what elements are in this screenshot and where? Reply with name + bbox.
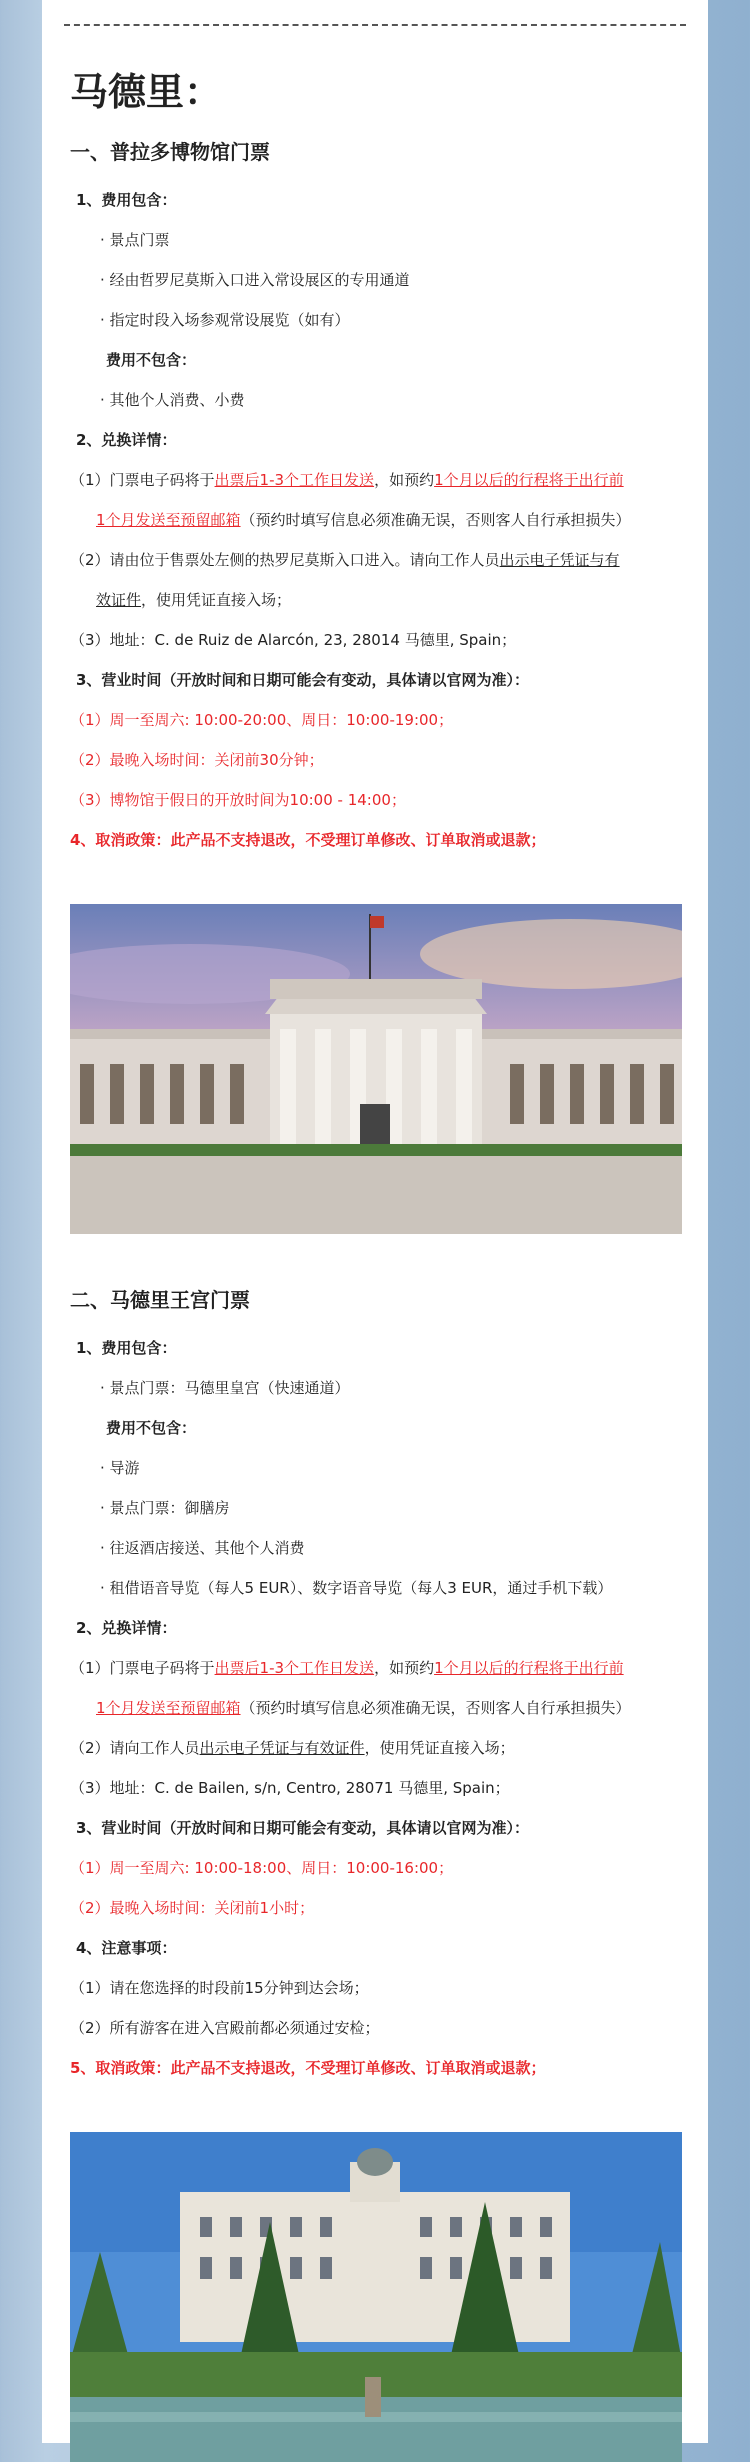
redeem-heading: 2、兑换详情： [76, 1618, 177, 1637]
email-send-link[interactable]: 1个月发送至预留邮箱 [96, 510, 241, 529]
hours-item: （3）博物馆于假日的开放时间为10:00 - 14:00； [70, 790, 406, 809]
hours-item: （1）周一至周六: 10:00-20:00、周日：10:00-19:00； [70, 710, 454, 729]
hours-item: （1）周一至周六: 10:00-18:00、周日：10:00-16:00； [70, 1858, 454, 1877]
email-send-link[interactable]: 1个月发送至预留邮箱 [96, 1698, 241, 1717]
dashed-divider [64, 24, 686, 26]
hours-heading: 3、营业时间（开放时间和日期可能会有变动，具体请以官网为准）： [76, 670, 529, 689]
address: （3）地址：C. de Bailen, s/n, Centro, 28071 马德里, Spain； [70, 1778, 510, 1797]
list-item: · 景点门票：马德里皇宫（快速通道） [100, 1378, 350, 1397]
fee-include-heading: 1、费用包含： [76, 190, 177, 209]
main-content [70, 70, 682, 2462]
section-heading-royal-palace: 二、马德里王宫门票 [70, 1287, 250, 1312]
notes-item: （1）请在您选择的时段前15分钟到达会场； [70, 1978, 369, 1997]
redeem-item-1: （1）门票电子码将于出票后1-3个工作日发送，如预约1个月以后的行程将于出行前 1个月发送至预留邮箱（预约时填写信息必须准确无误，否则客人自行承担损失） [70, 470, 631, 529]
list-item: · 导游 [100, 1458, 140, 1477]
list-item: · 其他个人消费、小费 [100, 390, 245, 409]
cancel-policy: 4、取消政策：此产品不支持退改，不受理订单修改、订单取消或退款； [70, 830, 546, 849]
list-item: · 指定时段入场参观常设展览（如有） [100, 310, 350, 329]
list-item: · 租借语音导览（每人5 EUR）、数字语音导览（每人3 EUR，通过手机下载） [100, 1578, 613, 1597]
cancel-policy: 5、取消政策：此产品不支持退改，不受理订单修改、订单取消或退款； [70, 2058, 546, 2077]
redeem-item-2: （2）请由位于售票处左侧的热罗尼莫斯入口进入。请向工作人员出示电子凭证与有 效证件，使用凭证直接入场； [70, 550, 620, 609]
hours-item: （2）最晚入场时间：关闭前30分钟； [70, 750, 324, 769]
advance-booking-link[interactable]: 1个月以后的行程将于出行前 [434, 470, 624, 489]
prado-museum-photo [70, 904, 682, 1234]
advance-booking-link[interactable]: 1个月以后的行程将于出行前 [434, 1658, 624, 1677]
royal-palace-photo [70, 2132, 682, 2462]
send-time-link[interactable]: 出票后1-3个工作日发送 [214, 1658, 375, 1677]
list-item: · 景点门票 [100, 230, 170, 249]
section-heading-prado: 一、普拉多博物馆门票 [70, 139, 270, 164]
send-time-link[interactable]: 出票后1-3个工作日发送 [214, 470, 375, 489]
redeem-item-2: （2）请向工作人员出示电子凭证与有效证件，使用凭证直接入场； [70, 1738, 515, 1757]
redeem-heading: 2、兑换详情： [76, 430, 177, 449]
hours-heading: 3、营业时间（开放时间和日期可能会有变动，具体请以官网为准）： [76, 1818, 529, 1837]
notes-heading: 4、注意事项： [76, 1938, 177, 1957]
address: （3）地址：C. de Ruiz de Alarcón, 23, 28014 马德里, Spain； [70, 630, 517, 649]
list-item: · 经由哲罗尼莫斯入口进入常设展区的专用通道 [100, 270, 410, 289]
hours-item: （2）最晚入场时间：关闭前1小时； [70, 1898, 315, 1917]
fee-exclude-heading: 费用不包含： [106, 350, 197, 369]
notes-item: （2）所有游客在进入宫殿前都必须通过安检； [70, 2018, 380, 2037]
content-card [42, 0, 708, 2443]
redeem-item-1: （1）门票电子码将于出票后1-3个工作日发送，如预约1个月以后的行程将于出行前 1个月发送至预留邮箱（预约时填写信息必须准确无误，否则客人自行承担损失） [70, 1658, 631, 1717]
list-item: · 景点门票：御膳房 [100, 1498, 230, 1517]
page-title: 马德里： [70, 70, 223, 114]
fee-exclude-heading: 费用不包含： [106, 1418, 197, 1437]
fee-include-heading: 1、费用包含： [76, 1338, 177, 1357]
list-item: · 往返酒店接送、其他个人消费 [100, 1538, 305, 1557]
